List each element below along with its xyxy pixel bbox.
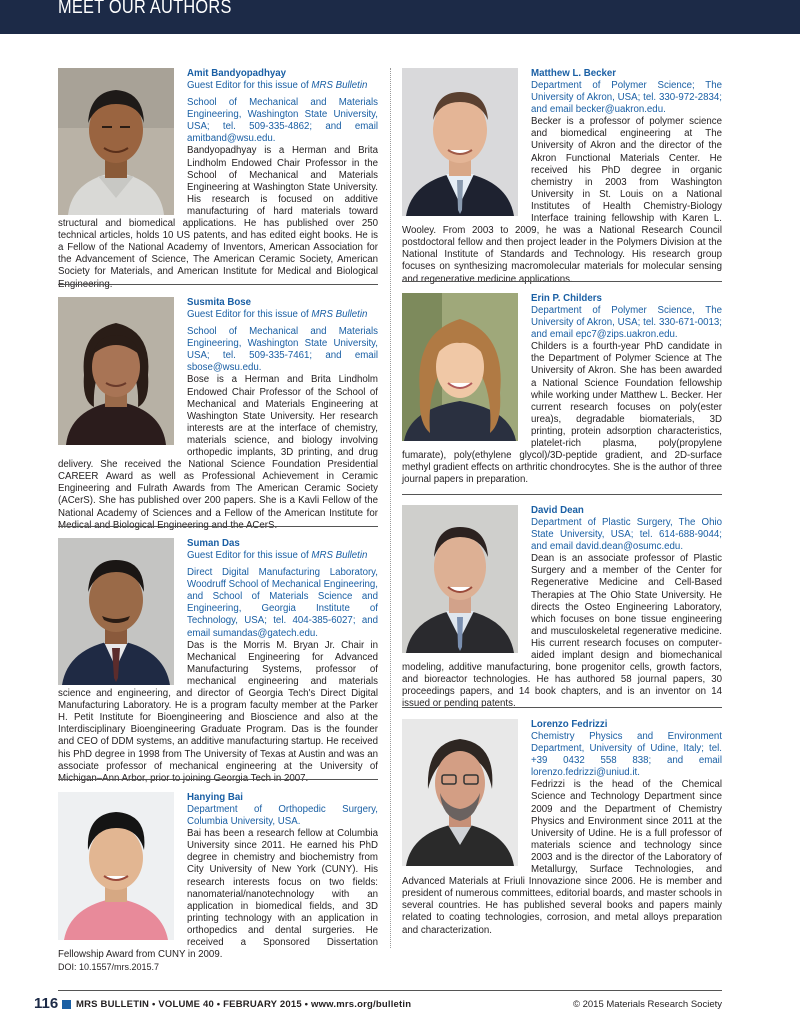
author-entry-bandyopadhyay [58, 68, 378, 291]
author-affiliation: Direct Digital Manufacturing Laboratory, Woodruff School of Mechanical Engineering, and School of Materials Science and Engineering, Georgia Institute of Technology, USA; tel. 404-385-6027; and email sumandas@gatech.edu. [187, 567, 378, 639]
author-affiliation: School of Mechanical and Materials Engineering, Washington State University, USA; tel. 509-335-7461; and email sbose@wsu.edu. [187, 326, 378, 374]
footer-square-icon [62, 1000, 71, 1009]
author-affiliation: Department of Orthopedic Surgery, Columbia University, USA. [187, 804, 378, 828]
author-bio: Das is the Morris M. Bryan Jr. Chair in Mechanical Engineering for Advanced Manufacturing Systems, professor of mechanical engineering and materials science and engineering, and director of Georgia Tech's Direct Digital Manufacturing Laboratory. He is a program faculty member at the Parker H. Petit Institute for Bioengineering and Bioscience and also at the Interdisciplinary Bioengineering Graduate Program. Das is the founder and CEO of DDM systems, an additive manufacturing startup. He received his PhD degree in 1998 from The University of Texas at Austin and was an associate professor of mechanical engineering at the University of Michigan–Ann Arbor, prior to joining Georgia Tech in 2007. [58, 639, 378, 784]
page-number: 116 [34, 995, 59, 1012]
author-name: Susmita Bose [187, 297, 252, 308]
author-role-prefix: Guest Editor for this issue of [187, 309, 312, 320]
author-entry-fedrizzi [402, 719, 722, 937]
author-bio: Bose is a Herman and Brita Lindholm Endowed Chair Professor of the School of Mechanical and Materials Engineering at Washington State University. Her research interests are at the interface of chemistry, materials science, and biology involving orthopedic implants, 3D printing, and drug delivery. She received the National Science Foundation Presidential CAREER Award as well as Professional Achievement in Ceramic Engineering and Fulrath Awards from The American Ceramic Society (ACerS). She has published over 200 papers. She is a Kavli Fellow of the National Academy of Sciences and a Fellow of the American Institute for Medical and Biological Engineering and the ACerS. [58, 374, 378, 531]
author-entry-bose [58, 297, 378, 532]
author-photo [58, 792, 174, 940]
footer-copyright: © 2015 Materials Research Society [572, 999, 722, 1010]
author-photo [58, 538, 174, 685]
author-name: Erin P. Childers [531, 293, 602, 304]
author-role-prefix: Guest Editor for this issue of [187, 550, 312, 561]
author-affiliation: Chemistry Physics and Environment Department, University of Udine, Italy; tel. +39 0432 558 838; and email lorenzo.fedrizzi@uniud.it. [531, 731, 722, 779]
author-photo [402, 293, 518, 441]
author-name: Matthew L. Becker [531, 68, 617, 79]
author-photo [402, 719, 518, 866]
author-affiliation: Department of Polymer Science; The University of Akron, USA; tel. 330-972-2834; and email becker@uakron.edu. [531, 80, 722, 116]
author-photo [58, 297, 174, 445]
author-entry-dean [402, 505, 722, 711]
footer-rule [58, 990, 722, 991]
author-name: Amit Bandyopadhyay [187, 68, 287, 79]
entry-divider [58, 284, 378, 285]
entry-divider [402, 707, 722, 708]
author-affiliation: School of Mechanical and Materials Engineering, Washington State University, USA; tel. 509-335-4862; and email amitband@wsu.edu. [187, 97, 378, 145]
doi-reference: DOI: 10.1557/mrs.2015.7 [58, 962, 160, 972]
footer-journal: MRS BULLETIN • VOLUME 40 • FEBRUARY 2015 • www.mrs.org/bulletin [76, 999, 412, 1010]
entry-divider [58, 526, 378, 527]
author-bio: Fedrizzi is the head of the Chemical Science and Technology Department since 2009 and the Department of Chemistry Physics and Environment since 2011 at the University of Udine. He is a full professor of materials science and technology since 2003 and is the director of the Laboratory of Metallurgy, Surface Technologies, and Advanced Materials at Friuli Innovazione since 2006. He is member and president of numerous committees, editorial boards, and master schools in several countries. He has published several books and papers mainly related to coating technologies, corrosion, and metal alloys preparation and characterization. [402, 779, 722, 936]
author-bio: Bai has been a research fellow at Columbia University since 2011. He earned his PhD degree in chemistry and biochemistry from City University of New York (CUNY). His research interests focus on two fields: nanomaterial/nanotechnology with an application in biomedical fields, and 3D printing technology with an application in orthopedics and dental surgeries. He received a Sponsored Dissertation Fellowship Award from CUNY in 2009. [58, 828, 378, 961]
author-role-journal: MRS Bulletin [311, 80, 368, 91]
author-entry-childers [402, 293, 722, 486]
author-role-journal: MRS Bulletin [311, 550, 368, 561]
column-divider [390, 68, 391, 948]
page-footer [34, 995, 722, 1014]
author-bio: Dean is an associate professor of Plastic Surgery and a member of the Center for Regenerative Medicine and Cell-Based Therapies at The Ohio State University. He directs the Osteo Engineering Laboratory, which focuses on bone tissue engineering and musculoskeletal regenerative medicine. His current research focuses on computer-aided implant design and biomechanical modeling, additive manufacturing, bone progenitor cells, growth factors, and bioreactor technologies. He has authored 58 journal papers, 30 proceedings papers, and 14 book chapters, and is an inventor on 14 issued or pending patents. [402, 553, 722, 710]
entry-divider [402, 281, 722, 282]
author-name: Lorenzo Fedrizzi [531, 719, 608, 730]
author-entry-das [58, 538, 378, 785]
author-photo [402, 68, 518, 216]
author-bio: Childers is a fourth-year PhD candidate in the Department of Polymer Science at The University of Akron. She has been awarded a National Science Foundation fellowship while working under Matthew L. Becker. Her current research focuses on poly(ester urea)s, degradable biomaterials, 3D printing, protein adsorption characteristics, platelet-rich plasma, poly(propylene fumarate), poly(ethylene glycol)/3D-peptide gradient, and 2D-surface methyl gradient effects on arthritic chondrocytes. She is the author of three journal papers in preparation. [402, 341, 722, 486]
author-bio: Bandyopadhyay is a Herman and Brita Lindholm Endowed Chair Professor in the School of Mechanical and Materials Engineering at Washington State University. His research is focused on additive manufacturing of hard materials toward structural and biomedical applications. He has published over 250 technical articles, holds 10 US patents, and has edited eight books. He is a Fellow of the National Academy of Inventors, American Association for the Advancement of Science, The American Ceramic Society, American Society for Materials, and American Institute for Medical and Biological Engineering. [58, 145, 378, 290]
author-name: David Dean [531, 505, 584, 516]
author-photo [402, 505, 518, 653]
author-name: Hanying Bai [187, 792, 243, 803]
author-name: Suman Das [187, 538, 240, 549]
author-affiliation: Department of Polymer Science, The University of Akron, USA; tel. 330-671-0013; and email epc7@zips.uakron.edu. [531, 305, 722, 341]
author-role-journal: MRS Bulletin [311, 309, 368, 320]
author-bio: Becker is a professor of polymer science and biomedical engineering at The University of Akron and the director of the Akron Functional Materials Center. He received his PhD degree in organic chemistry in 2003 from Washington University in St. Louis on a National Institutes of Health Chemistry-Biology Interface training fellowship with Karen L. Wooley. From 2003 to 2009, he was a National Research Council postdoctoral fellow and then project leader in the Polymers Division at the National Institute of Standards and Technology. His research group focuses on synthesizing macromolecular materials for molecular sensing and regenerative medicine applications. [402, 116, 722, 285]
author-photo [58, 68, 174, 215]
page-banner [0, 0, 800, 34]
author-entry-becker [402, 68, 722, 286]
author-affiliation: Department of Plastic Surgery, The Ohio State University, USA; tel. 614-688-9044; and email david.dean@osumc.edu. [531, 517, 722, 553]
author-role-prefix: Guest Editor for this issue of [187, 80, 312, 91]
entry-divider [58, 779, 378, 780]
entry-divider [402, 494, 722, 495]
banner-title: MEET OUR AUTHORS [58, 0, 232, 18]
author-entry-bai [58, 792, 378, 961]
